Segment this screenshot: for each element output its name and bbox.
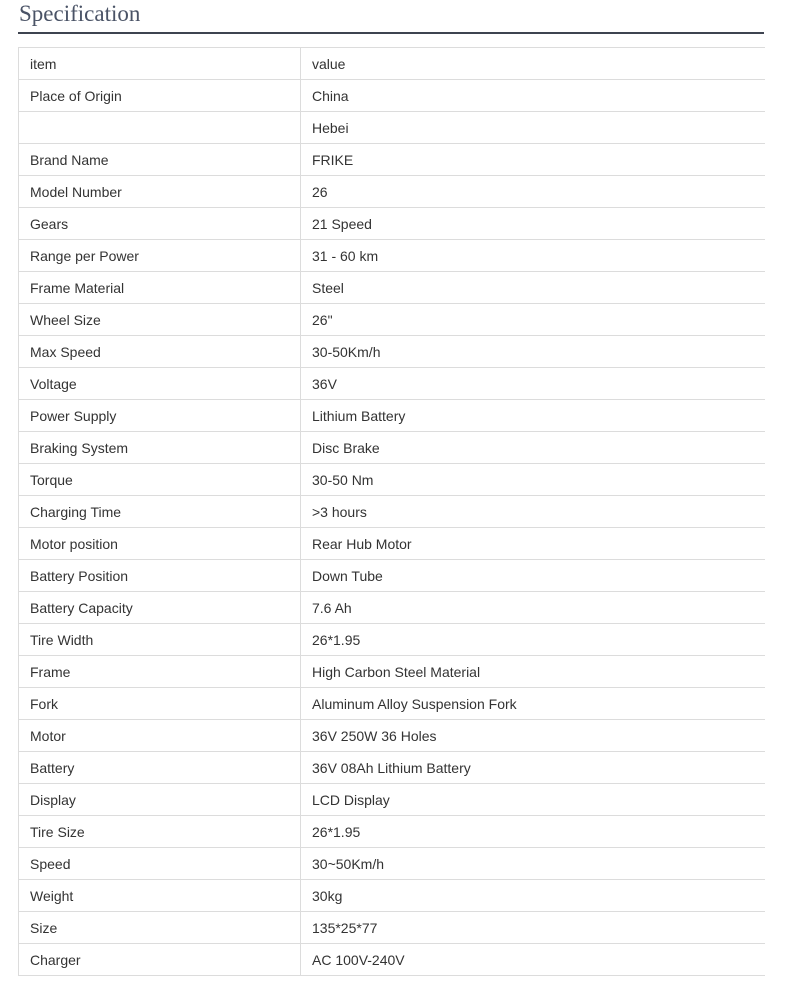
table-row	[19, 208, 765, 240]
table-row	[19, 784, 765, 816]
spec-value-cell: >3 hours	[301, 496, 765, 528]
spec-value-cell: 26"	[301, 304, 765, 336]
spec-value-cell: 7.6 Ah	[301, 592, 765, 624]
spec-item-cell: Size	[19, 912, 301, 944]
table-row	[19, 816, 765, 848]
spec-value-cell: 30~50Km/h	[301, 848, 765, 880]
column-header-value: value	[301, 48, 765, 80]
table-row	[19, 80, 765, 112]
page-title: Specification	[18, 0, 764, 34]
table-row	[19, 112, 765, 144]
spec-value-cell: Down Tube	[301, 560, 765, 592]
spec-value-cell: LCD Display	[301, 784, 765, 816]
spec-value-cell: AC 100V-240V	[301, 944, 765, 976]
spec-item-cell: Voltage	[19, 368, 301, 400]
spec-item-cell: Charging Time	[19, 496, 301, 528]
spec-value-cell: 30-50 Nm	[301, 464, 765, 496]
spec-item-cell: Place of Origin	[19, 80, 301, 112]
table-row	[19, 528, 765, 560]
column-header-item: item	[19, 48, 301, 80]
table-row	[19, 496, 765, 528]
table-row	[19, 176, 765, 208]
table-row	[19, 688, 765, 720]
spec-value-cell: 26*1.95	[301, 816, 765, 848]
table-row	[19, 848, 765, 880]
table-row	[19, 240, 765, 272]
spec-item-cell: Battery Capacity	[19, 592, 301, 624]
spec-table-body	[19, 48, 765, 976]
spec-value-cell: 31 - 60 km	[301, 240, 765, 272]
spec-item-cell: Battery Position	[19, 560, 301, 592]
spec-item-cell: Range per Power	[19, 240, 301, 272]
spec-value-cell: Rear Hub Motor	[301, 528, 765, 560]
table-row	[19, 720, 765, 752]
table-row	[19, 368, 765, 400]
spec-item-cell: Battery	[19, 752, 301, 784]
spec-item-cell: Brand Name	[19, 144, 301, 176]
table-row	[19, 464, 765, 496]
table-row	[19, 304, 765, 336]
table-row	[19, 272, 765, 304]
spec-value-cell: High Carbon Steel Material	[301, 656, 765, 688]
spec-value-cell: Disc Brake	[301, 432, 765, 464]
spec-item-cell: Charger	[19, 944, 301, 976]
spec-value-cell: FRIKE	[301, 144, 765, 176]
spec-value-cell: 30-50Km/h	[301, 336, 765, 368]
spec-item-cell: Torque	[19, 464, 301, 496]
spec-item-cell: Model Number	[19, 176, 301, 208]
spec-value-cell: Hebei	[301, 112, 765, 144]
spec-item-cell: Motor	[19, 720, 301, 752]
table-row	[19, 336, 765, 368]
spec-value-cell: 135*25*77	[301, 912, 765, 944]
table-row	[19, 400, 765, 432]
table-row	[19, 752, 765, 784]
spec-item-cell: Speed	[19, 848, 301, 880]
spec-item-cell: Display	[19, 784, 301, 816]
spec-item-cell: Fork	[19, 688, 301, 720]
spec-value-cell: 26*1.95	[301, 624, 765, 656]
spec-value-cell: Steel	[301, 272, 765, 304]
spec-value-cell: Aluminum Alloy Suspension Fork	[301, 688, 765, 720]
spec-item-cell: Tire Size	[19, 816, 301, 848]
spec-value-cell: 36V 08Ah Lithium Battery	[301, 752, 765, 784]
spec-value-cell: 36V	[301, 368, 765, 400]
table-row	[19, 944, 765, 976]
table-header-row	[19, 48, 765, 80]
spec-table	[18, 47, 765, 976]
spec-item-cell: Gears	[19, 208, 301, 240]
spec-item-cell: Frame	[19, 656, 301, 688]
spec-value-cell: 36V 250W 36 Holes	[301, 720, 765, 752]
spec-value-cell: Lithium Battery	[301, 400, 765, 432]
table-row	[19, 656, 765, 688]
spec-value-cell: 21 Speed	[301, 208, 765, 240]
spec-item-cell	[19, 112, 301, 144]
spec-item-cell: Wheel Size	[19, 304, 301, 336]
spec-value-cell: China	[301, 80, 765, 112]
table-row	[19, 880, 765, 912]
table-row	[19, 624, 765, 656]
table-row	[19, 592, 765, 624]
spec-item-cell: Max Speed	[19, 336, 301, 368]
spec-item-cell: Motor position	[19, 528, 301, 560]
spec-item-cell: Braking System	[19, 432, 301, 464]
spec-item-cell: Power Supply	[19, 400, 301, 432]
table-row	[19, 560, 765, 592]
table-row	[19, 144, 765, 176]
spec-item-cell: Tire Width	[19, 624, 301, 656]
spec-item-cell: Frame Material	[19, 272, 301, 304]
spec-value-cell: 26	[301, 176, 765, 208]
table-row	[19, 432, 765, 464]
table-row	[19, 912, 765, 944]
spec-item-cell: Weight	[19, 880, 301, 912]
spec-value-cell: 30kg	[301, 880, 765, 912]
